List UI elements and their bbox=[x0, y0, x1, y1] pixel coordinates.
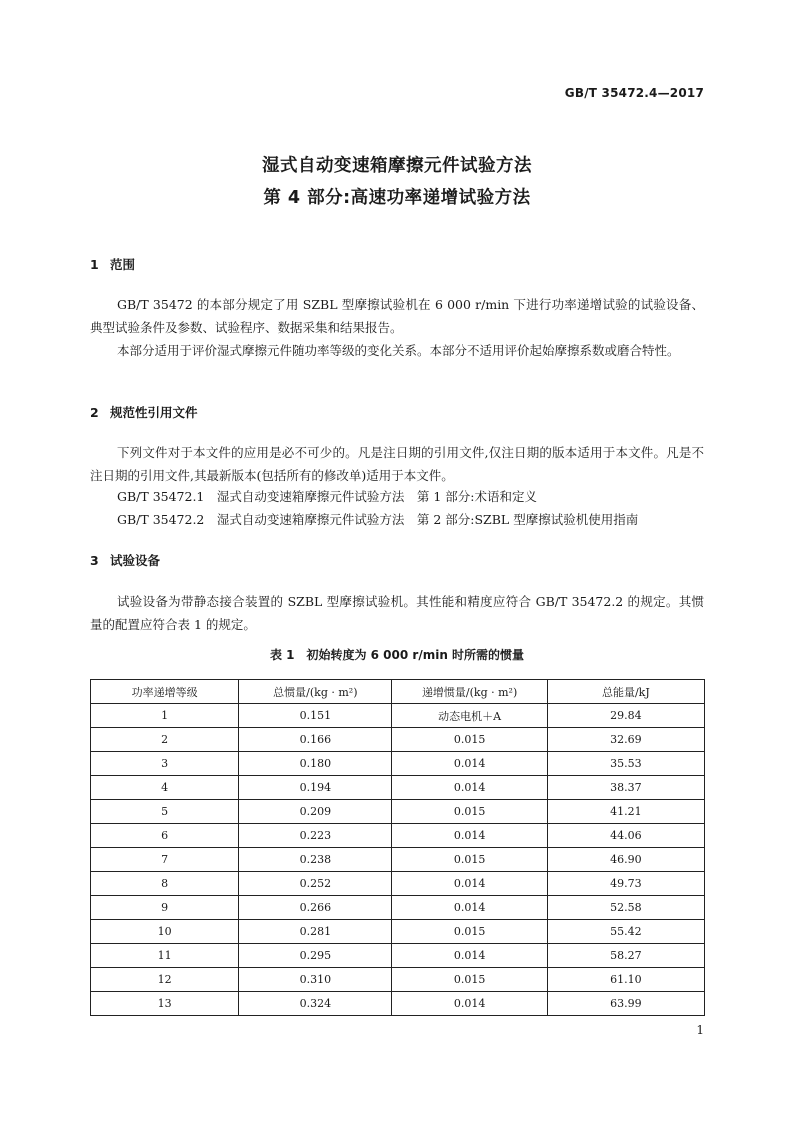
total-inertia-cell: 0.151 bbox=[239, 704, 392, 728]
incremental-inertia-cell: 0.014 bbox=[392, 776, 547, 800]
incremental-inertia-cell: 0.014 bbox=[392, 872, 547, 896]
total-energy-cell: 46.90 bbox=[547, 848, 704, 872]
incremental-inertia-cell: 0.014 bbox=[392, 752, 547, 776]
total-energy-cell: 58.27 bbox=[547, 944, 704, 968]
total-energy-cell: 63.99 bbox=[547, 992, 704, 1016]
total-inertia-cell: 0.223 bbox=[239, 824, 392, 848]
document-title-line1: 湿式自动变速箱摩擦元件试验方法 bbox=[262, 156, 532, 176]
power-level-cell: 9 bbox=[91, 896, 239, 920]
table-row bbox=[91, 896, 705, 920]
power-level-cell: 10 bbox=[91, 920, 239, 944]
table-row bbox=[91, 872, 705, 896]
total-inertia-cell: 0.166 bbox=[239, 728, 392, 752]
incremental-inertia-cell: 0.015 bbox=[392, 728, 547, 752]
total-inertia-cell: 0.194 bbox=[239, 776, 392, 800]
incremental-inertia-cell: 0.015 bbox=[392, 968, 547, 992]
power-level-cell: 3 bbox=[91, 752, 239, 776]
total-energy-cell: 35.53 bbox=[547, 752, 704, 776]
power-level-cell: 5 bbox=[91, 800, 239, 824]
standard-code: GB/T 35472.4—2017 bbox=[564, 86, 704, 100]
total-energy-cell: 41.21 bbox=[547, 800, 704, 824]
section-title: 范围 bbox=[110, 257, 136, 272]
table-row bbox=[91, 728, 705, 752]
scope-paragraph-1: GB/T 35472 的本部分规定了用 SZBL 型摩擦试验机在 6 000 r/min 下进行功率递增试验的试验设备、典型试验条件及参数、试验程序、数据采集和结果报告。 bbox=[90, 297, 704, 335]
equipment-paragraph: 试验设备为带静态接合装置的 SZBL 型摩擦试验机。其性能和精度应符合 GB/T 35472.2 的规定。其惯量的配置应符合表 1 的规定。 bbox=[90, 594, 704, 632]
header-incremental-inertia: 递增惯量/(kg · m²) bbox=[392, 680, 547, 704]
incremental-inertia-cell: 0.014 bbox=[392, 992, 547, 1016]
total-inertia-cell: 0.238 bbox=[239, 848, 392, 872]
power-level-cell: 2 bbox=[91, 728, 239, 752]
total-inertia-cell: 0.295 bbox=[239, 944, 392, 968]
power-level-cell: 8 bbox=[91, 872, 239, 896]
total-energy-cell: 49.73 bbox=[547, 872, 704, 896]
total-inertia-cell: 0.310 bbox=[239, 968, 392, 992]
incremental-inertia-cell: 0.015 bbox=[392, 848, 547, 872]
total-energy-cell: 52.58 bbox=[547, 896, 704, 920]
scope-paragraph-2: 本部分适用于评价湿式摩擦元件随功率等级的变化关系。本部分不适用评价起始摩擦系数或磨合特性。 bbox=[117, 343, 680, 358]
total-energy-cell: 61.10 bbox=[547, 968, 704, 992]
table-header-row bbox=[91, 680, 705, 704]
incremental-inertia-cell: 0.015 bbox=[392, 800, 547, 824]
reference-item-2: GB/T 35472.2 湿式自动变速箱摩擦元件试验方法 第 2 部分:SZBL 型摩擦试验机使用指南 bbox=[117, 512, 639, 527]
power-level-cell: 12 bbox=[91, 968, 239, 992]
reference-item-1: GB/T 35472.1 湿式自动变速箱摩擦元件试验方法 第 1 部分:术语和定义 bbox=[117, 489, 537, 504]
incremental-inertia-cell: 动态电机＋A bbox=[392, 704, 547, 728]
total-inertia-cell: 0.209 bbox=[239, 800, 392, 824]
power-level-cell: 7 bbox=[91, 848, 239, 872]
section-heading-normative-references bbox=[90, 403, 198, 421]
table-row bbox=[91, 968, 705, 992]
power-level-cell: 11 bbox=[91, 944, 239, 968]
header-power-level: 功率递增等级 bbox=[91, 680, 239, 704]
section-number: 2 bbox=[90, 405, 99, 420]
section-number: 1 bbox=[90, 257, 99, 272]
total-inertia-cell: 0.252 bbox=[239, 872, 392, 896]
table-row bbox=[91, 776, 705, 800]
incremental-inertia-cell: 0.014 bbox=[392, 944, 547, 968]
table-row bbox=[91, 800, 705, 824]
table-row bbox=[91, 848, 705, 872]
page-number: 1 bbox=[696, 1023, 704, 1037]
total-energy-cell: 44.06 bbox=[547, 824, 704, 848]
power-level-cell: 13 bbox=[91, 992, 239, 1016]
total-inertia-cell: 0.324 bbox=[239, 992, 392, 1016]
inertia-table bbox=[90, 679, 705, 1016]
table-row bbox=[91, 992, 705, 1016]
section-title: 试验设备 bbox=[110, 553, 161, 568]
section-title: 规范性引用文件 bbox=[110, 405, 198, 420]
references-paragraph: 下列文件对于本文件的应用是必不可少的。凡是注日期的引用文件,仅注日期的版本适用于本文件。凡是不注日期的引用文件,其最新版本(包括所有的修改单)适用于本文件。 bbox=[90, 445, 704, 483]
total-energy-cell: 38.37 bbox=[547, 776, 704, 800]
total-inertia-cell: 0.281 bbox=[239, 920, 392, 944]
table-row bbox=[91, 920, 705, 944]
incremental-inertia-cell: 0.014 bbox=[392, 896, 547, 920]
table-body bbox=[91, 704, 705, 1016]
table-row bbox=[91, 944, 705, 968]
total-energy-cell: 29.84 bbox=[547, 704, 704, 728]
total-inertia-cell: 0.266 bbox=[239, 896, 392, 920]
header-total-inertia: 总惯量/(kg · m²) bbox=[239, 680, 392, 704]
total-energy-cell: 32.69 bbox=[547, 728, 704, 752]
power-level-cell: 1 bbox=[91, 704, 239, 728]
table-row bbox=[91, 824, 705, 848]
table-row bbox=[91, 752, 705, 776]
section-number: 3 bbox=[90, 553, 99, 568]
total-inertia-cell: 0.180 bbox=[239, 752, 392, 776]
table-caption: 表 1 初始转度为 6 000 r/min 时所需的惯量 bbox=[269, 648, 525, 662]
power-level-cell: 4 bbox=[91, 776, 239, 800]
section-heading-test-equipment bbox=[90, 551, 160, 569]
incremental-inertia-cell: 0.014 bbox=[392, 824, 547, 848]
power-level-cell: 6 bbox=[91, 824, 239, 848]
incremental-inertia-cell: 0.015 bbox=[392, 920, 547, 944]
section-heading-scope bbox=[90, 255, 135, 273]
table-row bbox=[91, 704, 705, 728]
document-title-line2: 第 4 部分:高速功率递增试验方法 bbox=[263, 188, 531, 208]
total-energy-cell: 55.42 bbox=[547, 920, 704, 944]
header-total-energy: 总能量/kJ bbox=[547, 680, 704, 704]
